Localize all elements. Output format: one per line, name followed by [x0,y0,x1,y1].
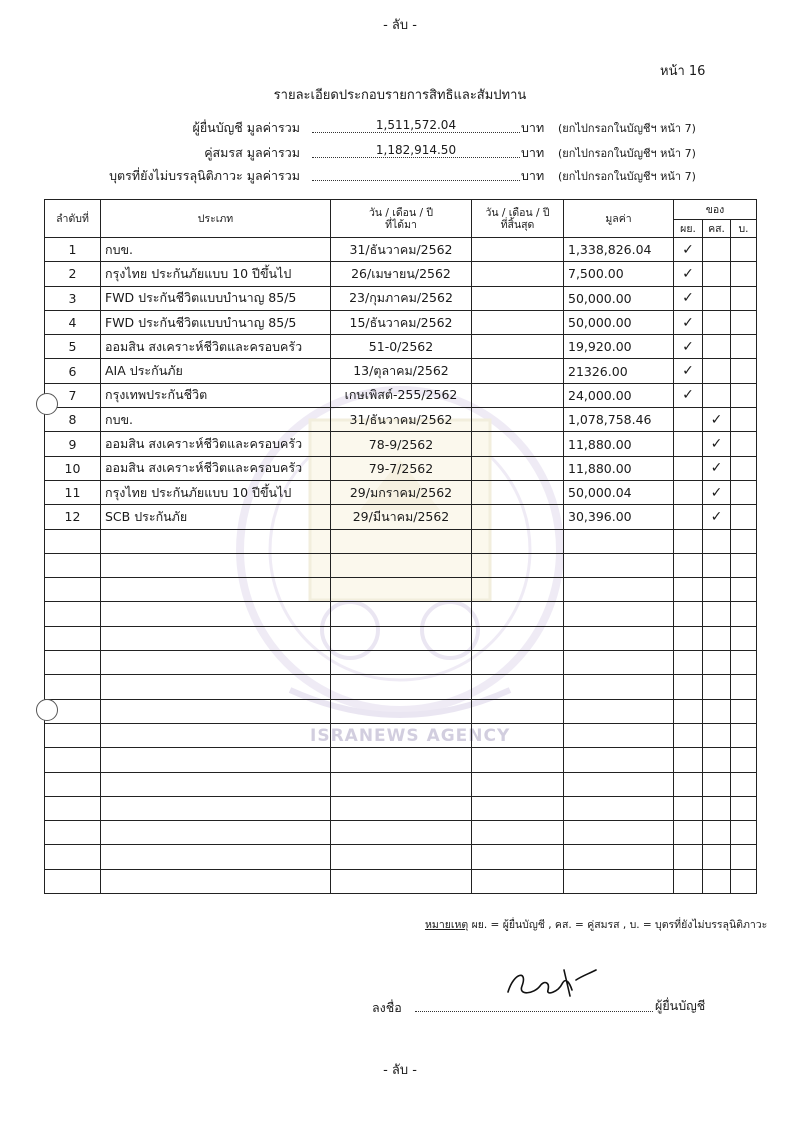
empty-cell [731,796,757,820]
empty-cell [331,845,472,869]
empty-cell [674,796,703,820]
cell-no: 10 [45,456,101,480]
cell-value: 11,880.00 [564,456,674,480]
empty-cell [564,821,674,845]
table-row-empty [45,675,757,699]
table-row-empty [45,553,757,577]
cell-owner-spouse: ✓ [703,456,731,480]
empty-cell [331,796,472,820]
empty-cell [703,772,731,796]
empty-cell [45,869,101,893]
empty-cell [564,651,674,675]
cell-date-acquired: 13/ตุลาคม/2562 [331,359,472,383]
cell-value: 24,000.00 [564,383,674,407]
empty-cell [674,723,703,747]
cell-owner-self [674,456,703,480]
empty-cell [101,529,331,553]
cell-no: 1 [45,238,101,262]
table-row [45,238,757,262]
empty-cell [731,651,757,675]
table-row [45,262,757,286]
table-row-empty [45,723,757,747]
cell-type: ออมสิน สงเคราะห์ชีวิตและครอบครัว [101,335,331,359]
empty-cell [45,748,101,772]
empty-cell [331,723,472,747]
empty-cell [703,675,731,699]
cell-owner-child [731,238,757,262]
empty-cell [703,845,731,869]
cell-type: SCB ประกันภัย [101,505,331,529]
cell-value: 50,000.00 [564,310,674,334]
empty-cell [674,845,703,869]
cell-owner-child [731,310,757,334]
table-row-empty [45,796,757,820]
empty-cell [331,651,472,675]
empty-cell [45,796,101,820]
table-row-empty [45,602,757,626]
col-header-owner: ของ [674,200,757,220]
col-header-date-acquired [331,200,472,238]
table-row [45,480,757,504]
empty-cell [731,821,757,845]
summary-spouse [0,143,800,163]
cell-owner-spouse: ✓ [703,432,731,456]
empty-cell [45,553,101,577]
cell-date-expiry [472,286,564,310]
empty-cell [331,699,472,723]
summary-note: (ยกไปกรอกในบัญชีฯ หน้า 7) [558,147,696,160]
cell-date-acquired: เกษเพิสต์-255/2562 [331,383,472,407]
cell-value: 21326.00 [564,359,674,383]
empty-cell [674,675,703,699]
cell-owner-spouse [703,286,731,310]
cell-owner-child [731,286,757,310]
cell-owner-child [731,432,757,456]
empty-cell [674,772,703,796]
col-header-date-expiry-line2: ที่สิ้นสุด [500,218,535,231]
empty-cell [45,845,101,869]
empty-cell [564,869,674,893]
table-row [45,456,757,480]
empty-cell [564,626,674,650]
cell-owner-child [731,456,757,480]
cell-owner-self: ✓ [674,335,703,359]
empty-cell [564,699,674,723]
cell-value: 50,000.04 [564,480,674,504]
cell-date-expiry [472,310,564,334]
table-row [45,286,757,310]
empty-cell [731,772,757,796]
empty-cell [45,772,101,796]
cell-date-expiry [472,456,564,480]
cell-date-acquired: 31/ธันวาคม/2562 [331,238,472,262]
cell-type: กรุงไทย ประกันภัยแบบ 10 ปีขึ้นไป [101,480,331,504]
empty-cell [564,553,674,577]
empty-cell [472,578,564,602]
empty-cell [731,578,757,602]
handwritten-signature [500,962,610,1004]
cell-no: 12 [45,505,101,529]
empty-cell [472,723,564,747]
empty-cell [703,626,731,650]
cell-owner-self: ✓ [674,262,703,286]
signature-label: ลงชื่อ [372,1000,402,1015]
empty-cell [703,529,731,553]
cell-owner-child [731,480,757,504]
cell-owner-self [674,432,703,456]
cell-date-expiry [472,480,564,504]
empty-cell [564,772,674,796]
empty-cell [472,553,564,577]
summary-label: บุตรที่ยังไม่บรรลุนิติภาวะ มูลค่ารวม [109,168,300,183]
empty-cell [101,748,331,772]
empty-cell [45,602,101,626]
empty-cell [472,675,564,699]
cell-value: 19,920.00 [564,335,674,359]
cell-no: 5 [45,335,101,359]
table-row [45,335,757,359]
col-header-date-expiry-line1: วัน / เดือน / ปี [485,206,550,219]
empty-cell [731,869,757,893]
empty-cell [331,553,472,577]
empty-cell [674,821,703,845]
cell-no: 2 [45,262,101,286]
table-row [45,505,757,529]
cell-value: 30,396.00 [564,505,674,529]
cell-date-acquired: 78-9/2562 [331,432,472,456]
cell-no: 11 [45,480,101,504]
cell-owner-spouse: ✓ [703,480,731,504]
cell-owner-child [731,335,757,359]
empty-cell [703,869,731,893]
cell-date-acquired: 29/มีนาคม/2562 [331,505,472,529]
empty-cell [564,578,674,602]
cell-owner-spouse [703,310,731,334]
empty-cell [674,651,703,675]
empty-cell [45,723,101,747]
empty-cell [331,675,472,699]
summary-value: 1,511,572.04 [312,118,520,133]
cell-no: 8 [45,408,101,432]
empty-cell [564,529,674,553]
empty-cell [731,626,757,650]
cell-no: 3 [45,286,101,310]
empty-cell [101,869,331,893]
cell-owner-spouse [703,383,731,407]
col-header-date-acquired-line1: วัน / เดือน / ปี [368,206,434,219]
page-number: หน้า 16 [660,64,706,79]
empty-cell [472,748,564,772]
cell-owner-self: ✓ [674,359,703,383]
cell-date-expiry [472,262,564,286]
empty-cell [101,796,331,820]
empty-cell [472,651,564,675]
cell-type: กรุงไทย ประกันภัยแบบ 10 ปีขึ้นไป [101,262,331,286]
cell-value: 1,338,826.04 [564,238,674,262]
cell-date-acquired: 51-0/2562 [331,335,472,359]
summary-unit: บาท [521,145,545,160]
cell-date-expiry [472,383,564,407]
empty-cell [472,869,564,893]
footer-secret-mark: - ลับ - [383,1063,417,1078]
empty-cell [331,869,472,893]
col-header-owner-spouse: คส. [703,220,731,238]
empty-cell [45,821,101,845]
empty-cell [703,578,731,602]
empty-cell [101,821,331,845]
cell-date-expiry [472,335,564,359]
table-row-empty [45,578,757,602]
cell-date-expiry [472,505,564,529]
empty-cell [731,723,757,747]
empty-cell [45,529,101,553]
cell-value: 50,000.00 [564,286,674,310]
empty-cell [331,626,472,650]
empty-cell [101,675,331,699]
cell-owner-spouse [703,262,731,286]
empty-cell [703,796,731,820]
empty-cell [45,626,101,650]
cell-owner-self: ✓ [674,238,703,262]
summary-label: คู่สมรส มูลค่ารวม [204,145,300,160]
table-row-empty [45,529,757,553]
cell-owner-spouse [703,335,731,359]
cell-no: 9 [45,432,101,456]
table-row-empty [45,869,757,893]
cell-owner-spouse: ✓ [703,505,731,529]
empty-cell [331,529,472,553]
empty-cell [731,602,757,626]
remark-label: หมายเหตุ [425,919,469,931]
cell-type: กบข. [101,238,331,262]
empty-cell [703,821,731,845]
cell-owner-spouse [703,359,731,383]
cell-no: 4 [45,310,101,334]
col-header-date-expiry [472,200,564,238]
cell-date-acquired: 29/มกราคม/2562 [331,480,472,504]
table-row [45,408,757,432]
signature-role: ผู้ยื่นบัญชี [655,998,706,1013]
cell-owner-self [674,408,703,432]
empty-cell [674,748,703,772]
cell-owner-child [731,505,757,529]
col-header-type: ประเภท [101,200,331,238]
table-row-empty [45,651,757,675]
empty-cell [331,772,472,796]
summary-value: 1,182,914.50 [312,143,520,158]
summary-declarant [0,118,800,138]
empty-cell [731,529,757,553]
cell-date-acquired: 26/เมษายน/2562 [331,262,472,286]
cell-owner-self: ✓ [674,310,703,334]
empty-cell [703,602,731,626]
cell-value: 1,078,758.46 [564,408,674,432]
empty-cell [331,578,472,602]
empty-cell [703,699,731,723]
empty-cell [731,699,757,723]
binder-hole [36,699,58,721]
empty-cell [564,723,674,747]
cell-type: กรุงเทพประกันชีวิต [101,383,331,407]
cell-owner-self: ✓ [674,286,703,310]
summary-unit: บาท [521,168,545,183]
empty-cell [674,869,703,893]
empty-cell [674,626,703,650]
table-row [45,359,757,383]
empty-cell [101,723,331,747]
table-row-empty [45,699,757,723]
col-header-owner-self: ผย. [674,220,703,238]
empty-cell [45,651,101,675]
cell-date-acquired: 31/ธันวาคม/2562 [331,408,472,432]
watermark-text: ISRANEWS AGENCY [310,726,511,746]
empty-cell [703,723,731,747]
cell-type: ออมสิน สงเคราะห์ชีวิตและครอบครัว [101,432,331,456]
empty-cell [45,675,101,699]
empty-cell [703,553,731,577]
empty-cell [101,602,331,626]
cell-owner-spouse [703,238,731,262]
cell-type: กบข. [101,408,331,432]
summary-child [0,166,800,186]
cell-owner-spouse: ✓ [703,408,731,432]
cell-owner-self: ✓ [674,383,703,407]
empty-cell [101,553,331,577]
empty-cell [101,845,331,869]
col-header-date-acquired-line2: ที่ได้มา [385,218,417,231]
empty-cell [101,699,331,723]
empty-cell [472,845,564,869]
empty-cell [472,772,564,796]
empty-cell [101,626,331,650]
summary-label: ผู้ยื่นบัญชี มูลค่ารวม [192,120,300,135]
empty-cell [472,529,564,553]
remark-text: ผย. = ผู้ยื่นบัญชี , คส. = คู่สมรส , บ. = บุตรที่ยังไม่บรรลุนิติภาวะ [468,919,768,931]
empty-cell [731,748,757,772]
col-header-value: มูลค่า [564,200,674,238]
cell-date-expiry [472,408,564,432]
empty-cell [564,845,674,869]
col-header-owner-child: บ. [731,220,757,238]
cell-date-acquired: 23/กุมภาคม/2562 [331,286,472,310]
signature-line [415,1000,653,1012]
table-row-empty [45,845,757,869]
cell-owner-child [731,383,757,407]
table-row-empty [45,772,757,796]
table-row [45,432,757,456]
empty-cell [674,529,703,553]
cell-owner-self [674,505,703,529]
rights-concessions-table [44,199,757,894]
empty-cell [674,602,703,626]
empty-cell [45,578,101,602]
cell-value: 11,880.00 [564,432,674,456]
summary-note: (ยกไปกรอกในบัญชีฯ หน้า 7) [558,170,696,183]
cell-date-expiry [472,359,564,383]
empty-cell [101,772,331,796]
empty-cell [101,578,331,602]
header-secret-mark: - ลับ - [383,18,417,33]
empty-cell [472,821,564,845]
empty-cell [472,699,564,723]
table-row [45,310,757,334]
summary-value [312,166,520,181]
table-row-empty [45,626,757,650]
cell-owner-child [731,408,757,432]
col-header-no: ลำดับที่ [45,200,101,238]
cell-date-acquired: 79-7/2562 [331,456,472,480]
document-title: รายละเอียดประกอบรายการสิทธิและสัมปทาน [273,88,527,103]
empty-cell [731,675,757,699]
empty-cell [731,845,757,869]
cell-date-expiry [472,238,564,262]
cell-owner-self [674,480,703,504]
empty-cell [703,651,731,675]
empty-cell [564,796,674,820]
empty-cell [674,553,703,577]
table-row-empty [45,821,757,845]
empty-cell [731,553,757,577]
summary-note: (ยกไปกรอกในบัญชีฯ หน้า 7) [558,122,696,135]
cell-date-expiry [472,432,564,456]
empty-cell [564,602,674,626]
cell-value: 7,500.00 [564,262,674,286]
cell-owner-child [731,359,757,383]
cell-type: FWD ประกันชีวิตแบบบำนาญ 85/5 [101,286,331,310]
cell-no: 6 [45,359,101,383]
empty-cell [331,602,472,626]
cell-date-acquired: 15/ธันวาคม/2562 [331,310,472,334]
cell-type: FWD ประกันชีวิตแบบบำนาญ 85/5 [101,310,331,334]
table-row [45,383,757,407]
empty-cell [331,748,472,772]
summary-unit: บาท [521,120,545,135]
table-row-empty [45,748,757,772]
empty-cell [472,626,564,650]
empty-cell [472,796,564,820]
empty-cell [674,578,703,602]
empty-cell [564,675,674,699]
empty-cell [472,602,564,626]
cell-type: AIA ประกันภัย [101,359,331,383]
cell-owner-child [731,262,757,286]
binder-hole [36,393,58,415]
empty-cell [564,748,674,772]
remark [425,916,767,933]
cell-no: 7 [45,383,101,407]
empty-cell [703,748,731,772]
empty-cell [331,821,472,845]
empty-cell [674,699,703,723]
cell-type: ออมสิน สงเคราะห์ชีวิตและครอบครัว [101,456,331,480]
empty-cell [101,651,331,675]
